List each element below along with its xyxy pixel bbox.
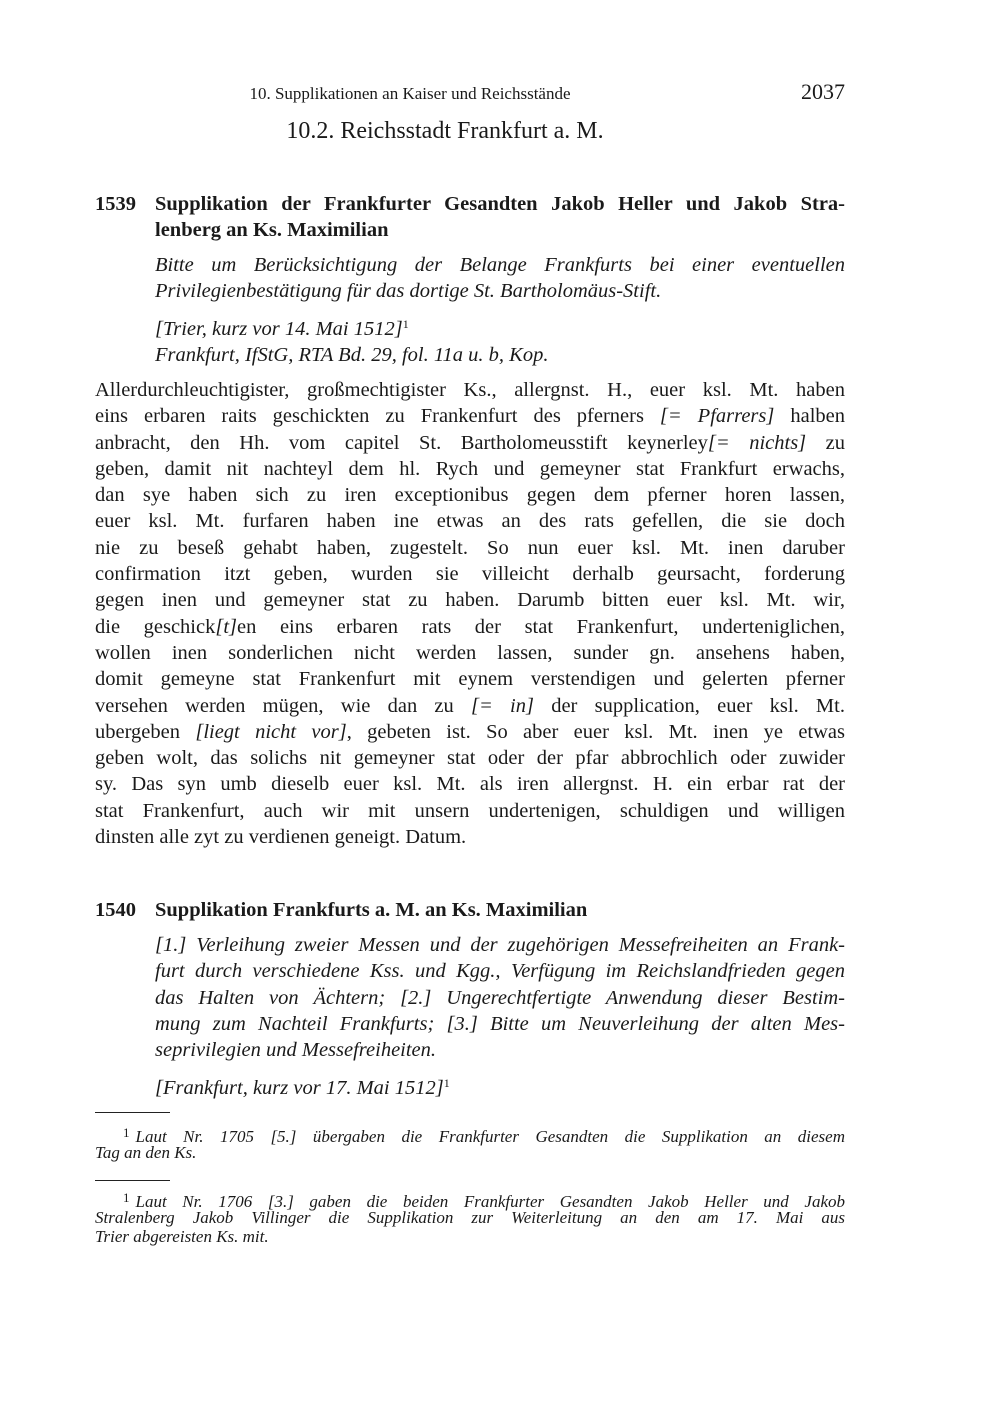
body-text: eins erbaren raits geschickten zu Frankenfurt des pferners xyxy=(95,405,660,428)
body-line xyxy=(95,719,845,745)
footnote-text: Tag an den Ks. xyxy=(95,1142,197,1162)
body-line xyxy=(95,430,845,456)
body-text: en eins erbaren rats der stat Frankenfurt, underteniglichen, xyxy=(237,615,846,638)
body-line xyxy=(95,798,845,824)
doc-1539-summary xyxy=(155,252,845,305)
footnote-1 xyxy=(95,1123,845,1162)
body-line xyxy=(95,377,845,403)
doc-1539-date xyxy=(155,311,845,342)
body-line xyxy=(95,587,845,613)
section-title: 10.2. Reichsstadt Frankfurt a. M. xyxy=(286,118,604,144)
body-text: anbracht, den Hh. vom capitel St. Bartholomeusstift keynerley xyxy=(95,431,708,454)
body-line xyxy=(95,561,845,587)
body-text: ubergeben xyxy=(95,720,196,743)
summary-line: [1.] Verleihung zweier Messen und der zugehörigen Messefreiheiten an Frank- xyxy=(155,934,845,956)
body-text: confirmation itzt geben, wurden sie villeicht derhalb geursacht, forderung xyxy=(95,563,845,586)
summary-line: Bitte um Berücksichtigung der Belange Frankfurts bei einer eventuellen xyxy=(155,254,845,276)
body-line xyxy=(95,693,845,719)
doc-title: Supplikation Frankfurts a. M. an Ks. Maximilian xyxy=(155,899,588,921)
body-text: nie zu beseß gehabt haben, zugestelt. So nun euer ksl. Mt. inen daruber xyxy=(95,536,845,559)
doc-1539-heading xyxy=(95,191,845,244)
running-head xyxy=(95,79,845,106)
footnote-2 xyxy=(95,1188,845,1247)
doc-title-line: lenberg an Ks. Maximilian xyxy=(155,219,389,242)
doc-1540-date xyxy=(155,1070,845,1101)
doc-number: 1539 xyxy=(95,193,136,215)
editorial-note: [= in] xyxy=(471,694,534,717)
body-line xyxy=(95,824,845,850)
body-line xyxy=(95,666,845,692)
running-head-title: 10. Supplikationen an Kaiser und Reichsstände xyxy=(249,84,571,103)
body-text: geben, damit nit nachteyl dem hl. Rych und gemeyner stat Frankfurt erwachs, xyxy=(95,457,845,480)
footnote-ref[interactable]: 1 xyxy=(443,1076,450,1090)
body-text: , gebeten ist. So aber euer ksl. Mt. inen ye etwas xyxy=(346,720,845,743)
editorial-note: [= nichts] xyxy=(707,431,807,454)
body-line xyxy=(95,456,845,482)
body-line xyxy=(95,640,845,666)
body-line xyxy=(95,508,845,534)
page-number: 2037 xyxy=(801,79,845,104)
doc-number: 1540 xyxy=(95,899,136,921)
body-text: versehen werden mügen, wie dan zu xyxy=(95,694,471,717)
body-line xyxy=(95,535,845,561)
doc-1540-heading xyxy=(95,897,845,923)
body-text: Allerdurchleuchtigister, großmechtigister Ks., allergnst. H., euer ksl. Mt. haben xyxy=(95,379,845,401)
summary-line: seprivilegien und Messefreiheiten. xyxy=(155,1039,437,1062)
body-text: dan sye haben sich zu iren exceptionibus gegen dem pferner horen lassen, xyxy=(95,484,845,507)
doc-1540-summary xyxy=(155,932,845,1063)
footnote-mark: 1 xyxy=(123,1190,130,1205)
editorial-note: [= Pfarrers] xyxy=(659,405,775,428)
body-text: zu xyxy=(806,431,845,454)
body-line xyxy=(95,745,845,771)
footnote-text: Stralenberg Jakob Villinger die Supplikation zur Weiterleitung an den am 17. Mai aus xyxy=(95,1207,845,1227)
date-text: [Frankfurt, kurz vor 17. Mai 1512] xyxy=(155,1077,444,1099)
footnote-text: Laut Nr. 1706 [3.] gaben die beiden Frankfurter Gesandten Jakob Heller und Jakob xyxy=(135,1192,845,1211)
body-text: euer ksl. Mt. furfaren haben ine etwas an des rats gefellen, die sie doch xyxy=(95,510,845,533)
footnote-mark: 1 xyxy=(123,1125,130,1140)
body-text: die geschick xyxy=(95,615,216,638)
body-text: stat Frankenfurt, auch wir mit unsern undertenigen, schuldigen und willigen xyxy=(95,799,845,822)
body-text: geben wolt, das solichs nit gemeyner stat oder der pfar abbrochlich oder zuwider xyxy=(95,747,845,770)
body-line xyxy=(95,482,845,508)
date-text: [Trier, kurz vor 14. Mai 1512] xyxy=(155,318,403,340)
editorial-note: [t] xyxy=(215,615,238,638)
body-line xyxy=(95,771,845,797)
body-text: der supplication, euer ksl. Mt. xyxy=(533,694,845,717)
footnote-divider xyxy=(95,1180,170,1181)
summary-line: mung zum Nachteil Frankfurts; [3.] Bitte um Neuverleihung der alten Mes- xyxy=(155,1012,845,1035)
summary-line: furt durch verschiedene Kss. und Kgg., Verfügung im Reichslandfrieden gegen xyxy=(155,960,845,983)
doc-title-line: Supplikation der Frankfurter Gesandten Jakob Heller und Jakob Stra- xyxy=(155,193,845,215)
doc-1539-source: Frankfurt, IfStG, RTA Bd. 29, fol. 11a u. b, Kop. xyxy=(155,344,549,366)
body-text: sy. Das syn umb dieselb euer ksl. Mt. als iren allergnst. H. ein erbar rat der xyxy=(95,773,845,796)
summary-line: das Halten von Ächtern; [2.] Ungerechtfertigte Anwendung dieser Bestim- xyxy=(155,986,845,1009)
body-text: gegen inen und gemeyner stat zu haben. Darumb bitten euer ksl. Mt. wir, xyxy=(95,589,845,612)
body-text: domit gemeyne stat Frankenfurt mit eynem verstendigen und gelerten pferner xyxy=(95,668,845,691)
editorial-note: [liegt nicht vor] xyxy=(195,720,347,743)
summary-line: Privilegienbestätigung für das dortige St. Bartholomäus-Stift. xyxy=(155,280,662,303)
footnote-text: Laut Nr. 1705 [5.] übergaben die Frankfurter Gesandten die Supplikation an diesem xyxy=(135,1127,845,1146)
body-text: halben xyxy=(774,405,845,428)
body-line xyxy=(95,614,845,640)
footnote-divider xyxy=(95,1112,170,1113)
body-text: dinsten alle zyt zu verdienen geneigt. Datum. xyxy=(95,826,467,849)
body-line xyxy=(95,403,845,429)
footnote-ref[interactable]: 1 xyxy=(402,317,409,331)
doc-1539-body xyxy=(95,377,845,850)
body-text: wollen inen sonderlichen nicht werden lassen, sunder gn. ansehens haben, xyxy=(95,641,845,664)
footnote-text: Trier abgereisten Ks. mit. xyxy=(95,1227,269,1246)
